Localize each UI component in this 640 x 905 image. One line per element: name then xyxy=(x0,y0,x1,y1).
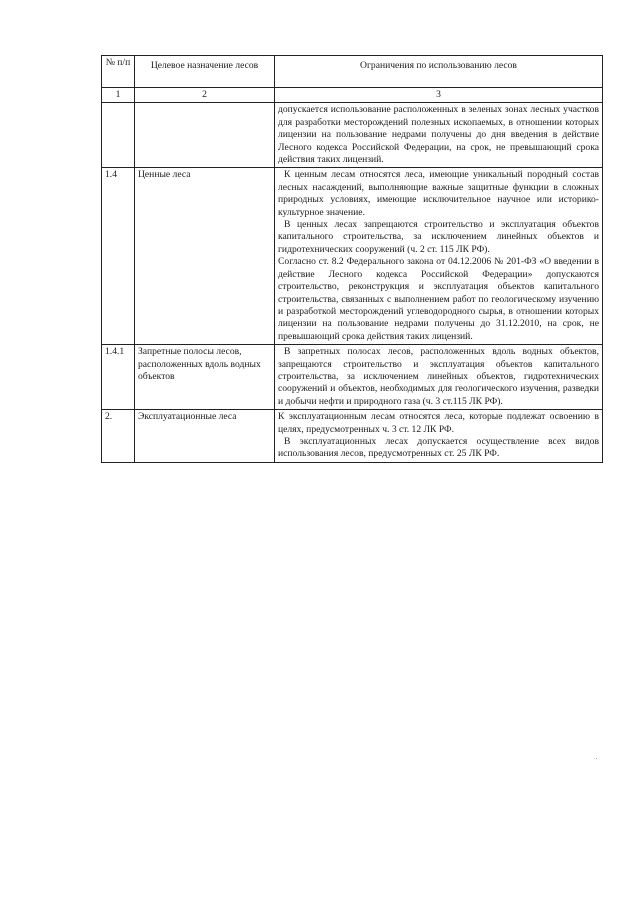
row-restrictions xyxy=(275,103,603,168)
column-number-row xyxy=(102,88,603,103)
forest-restrictions-table xyxy=(101,55,603,463)
row-number xyxy=(102,103,135,168)
row-purpose: Запретные полосы лесов, расположенных вдоль водных объектов xyxy=(135,345,275,410)
restriction-paragraph: Согласно ст. 8.2 Федерального закона от 04.12.2006 № 201-ФЗ «О введении в действие Лесного кодекса Российской Федерации» допускаются строительство, реконструкция и эксплуатация объектов капитального строительства, связанных с выполнением работ по геологическому изучению и разработкой месторождений углеводородного сырья, в отношении которых лицензии на пользование недрами получены до 31.12.2010, на срок, не превышающий срока действия таких лицензий. xyxy=(278,256,599,342)
row-number: 1.4.1 xyxy=(102,345,135,410)
row-number: 2. xyxy=(102,410,135,463)
restriction-paragraph: К эксплуатационным лесам относятся леса, которые подлежат освоению в целях, предусмотренных ч. 3 ст. 12 ЛК РФ. xyxy=(278,411,599,435)
header-restrictions: Ограничения по использованию лесов xyxy=(275,56,603,88)
header-number-label: № п/п xyxy=(105,57,131,68)
restriction-paragraph: допускается использование расположенных в зеленых зонах лесных участков для разработки месторождений полезных ископаемых, в отношении которых лицензии на пользование недрами получены до дня введения в действие Лесного кодекса Российской Федерации, на срок, не превышающий срока действия таких лицензий. xyxy=(278,104,599,166)
column-number-2: 2 xyxy=(135,88,275,103)
table-row xyxy=(102,345,603,410)
row-restrictions xyxy=(275,345,603,410)
column-number-1: 1 xyxy=(102,88,135,103)
scan-speck xyxy=(596,758,597,759)
table-row xyxy=(102,410,603,463)
table-header-row xyxy=(102,56,603,88)
row-purpose xyxy=(135,103,275,168)
row-number: 1.4 xyxy=(102,168,135,345)
row-restrictions xyxy=(275,410,603,463)
column-number-3: 3 xyxy=(275,88,603,103)
table-row xyxy=(102,103,603,168)
restriction-paragraph: В запретных полосах лесов, расположенных вдоль водных объектов, запрещаются строительство и эксплуатация объектов капитального строительства, за исключением линейных объектов, гидротехнических сооружений и объектов, необходимых для геологического изучения, разведки и добычи нефти и природного газа (ч. 3 ст.115 ЛК РФ). xyxy=(278,346,599,407)
restriction-paragraph: В эксплуатационных лесах допускается осуществление всех видов использования лесов, предусмотренных ст. 25 ЛК РФ. xyxy=(278,435,599,460)
header-number xyxy=(102,56,135,88)
restriction-paragraph: В ценных лесах запрещаются строительство и эксплуатация объектов капитального строительства, за исключением линейных объектов и гидротехнических сооружений (ч. 2 ст. 115 ЛК РФ). xyxy=(278,219,599,255)
header-purpose: Целевое назначение лесов xyxy=(135,56,275,88)
row-purpose: Эксплуатационные леса xyxy=(135,410,275,463)
row-restrictions xyxy=(275,168,603,345)
row-purpose: Ценные леса xyxy=(135,168,275,345)
restriction-paragraph: К ценным лесам относятся леса, имеющие уникальный породный состав лесных насаждений, выполняющие важные защитные функции в сложных природных условиях, имеющие исключительное научное или историко-культурное значение. xyxy=(278,169,599,218)
table-row xyxy=(102,168,603,345)
